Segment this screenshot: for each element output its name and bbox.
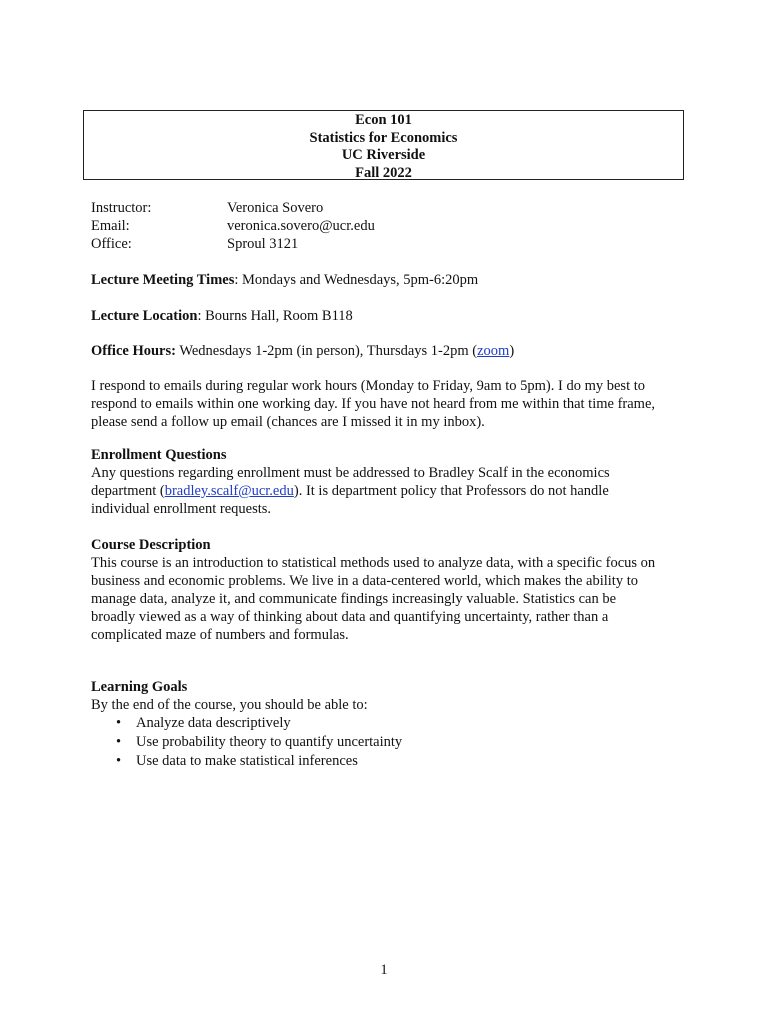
course-description-line: This course is an introduction to statistical methods used to analyze data, with a specific focus on — [91, 555, 656, 571]
goal-text: Analyze data descriptively — [136, 715, 291, 731]
office-location: Sproul 3121 — [227, 236, 299, 252]
course-title-box — [83, 110, 684, 180]
bullet-icon: • — [116, 715, 122, 731]
course-code: Econ 101 — [355, 112, 412, 128]
course-description-section — [91, 536, 691, 644]
info-row-instructor — [91, 199, 375, 217]
office-hours — [91, 342, 691, 360]
zoom-link[interactable]: zoom — [477, 343, 510, 359]
enrollment-suffix: ). It is department policy that Professors do not handle — [293, 483, 609, 499]
enrollment-prefix: department ( — [91, 483, 165, 499]
school-name: UC Riverside — [341, 147, 426, 163]
bullet-icon: • — [116, 734, 122, 750]
instructor-info — [91, 199, 375, 253]
course-description-line: manage data, analyze it, and communicate findings increasingly valuable. Statistics can be — [91, 591, 617, 607]
goal-text: Use data to make statistical inferences — [136, 753, 358, 769]
info-row-email — [91, 217, 375, 235]
learning-goals-list — [91, 714, 402, 771]
course-description-line: business and economic problems. We live in a data-centered world, which makes the ability to — [91, 573, 638, 589]
enrollment-line: individual enrollment requests. — [91, 501, 272, 517]
lecture-location-value: : Bourns Hall, Room B118 — [197, 308, 353, 324]
office-hours-label: Office Hours: — [91, 343, 176, 359]
list-item — [91, 733, 402, 752]
lecture-location — [91, 307, 691, 325]
info-label: Instructor: — [91, 200, 152, 216]
lecture-times-label: Lecture Meeting Times — [91, 272, 235, 288]
enrollment-heading: Enrollment Questions — [91, 447, 227, 463]
lecture-location-label: Lecture Location — [91, 308, 198, 324]
info-label: Office: — [91, 236, 132, 252]
email-policy-line: I respond to emails during regular work hours (Monday to Friday, 9am to 5pm). I do my best to — [91, 378, 645, 394]
email-policy-line: respond to emails within one working day. If you have not heard from me within that time frame, — [91, 396, 656, 412]
office-hours-suffix: ) — [509, 343, 515, 359]
email-policy-line: please send a follow up email (chances are I missed it in my inbox). — [91, 414, 485, 430]
course-description-line: complicated maze of numbers and formulas. — [91, 627, 349, 643]
instructor-name: Veronica Sovero — [227, 200, 324, 216]
lecture-times — [91, 271, 691, 289]
course-description-line: broadly viewed as a way of thinking about data and quantifying uncertainty, rather than a — [91, 609, 609, 625]
learning-goals-section — [91, 678, 691, 714]
bullet-icon: • — [116, 753, 122, 769]
info-label: Email: — [91, 218, 130, 234]
goal-text: Use probability theory to quantify uncertainty — [136, 734, 403, 750]
enrollment-section — [91, 446, 691, 518]
learning-goals-intro: By the end of the course, you should be able to: — [91, 697, 368, 713]
page-number: 1 — [380, 962, 388, 978]
info-row-office — [91, 235, 375, 253]
enrollment-email-link[interactable]: bradley.scalf@ucr.edu — [164, 483, 294, 499]
instructor-email: veronica.sovero@ucr.edu — [227, 218, 375, 234]
list-item — [91, 752, 402, 771]
enrollment-line: Any questions regarding enrollment must be addressed to Bradley Scalf in the economics — [91, 465, 610, 481]
course-description-heading: Course Description — [91, 537, 211, 553]
office-hours-value: Wednesdays 1-2pm (in person), Thursdays 1-2pm ( — [175, 343, 478, 359]
enrollment-line — [91, 482, 691, 500]
lecture-times-value: : Mondays and Wednesdays, 5pm-6:20pm — [234, 272, 479, 288]
learning-goals-heading: Learning Goals — [91, 679, 188, 695]
course-name: Statistics for Economics — [309, 129, 458, 146]
term: Fall 2022 — [355, 164, 412, 181]
list-item — [91, 714, 402, 733]
email-policy — [91, 377, 691, 431]
